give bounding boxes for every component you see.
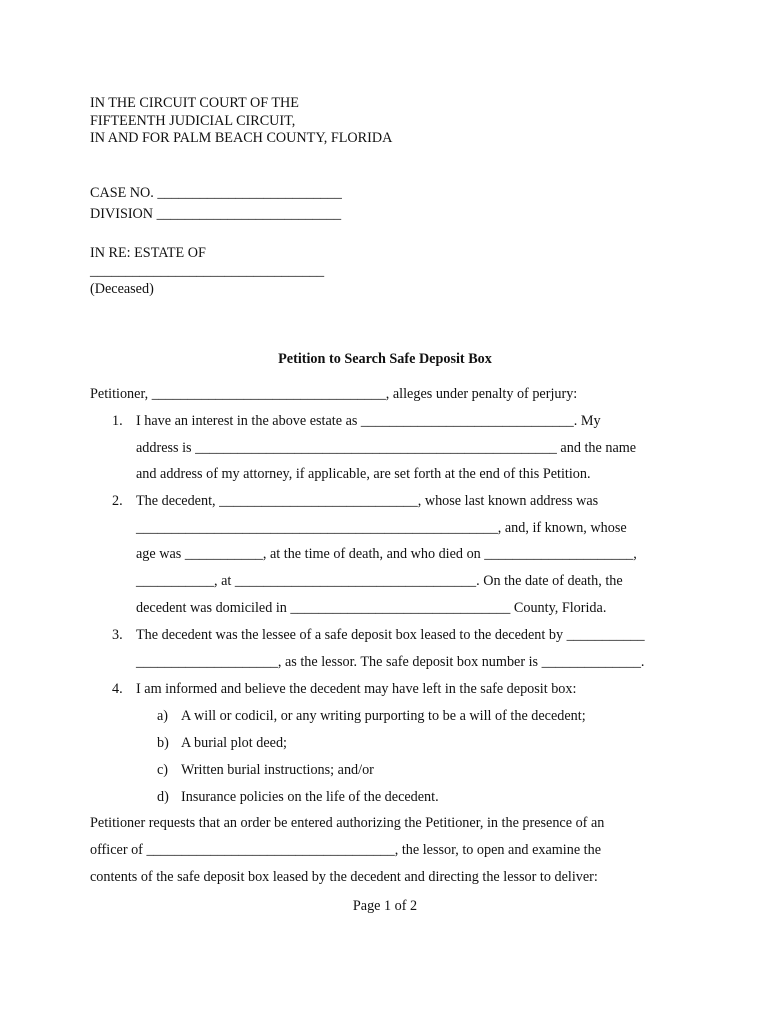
numbered-item-2 xyxy=(112,488,681,622)
sub-item-text: Insurance policies on the life of the decedent. xyxy=(181,789,439,805)
sub-item-b xyxy=(157,735,287,752)
document-title: Petition to Search Safe Deposit Box xyxy=(278,351,492,367)
sub-item-letter: d) xyxy=(157,789,169,805)
closing-line: contents of the safe deposit box leased by the decedent and directing the lessor to deliver: xyxy=(90,869,598,885)
closing-paragraph xyxy=(90,810,650,891)
page-number: Page 1 of 2 xyxy=(352,898,418,914)
sub-item-d xyxy=(157,789,439,806)
numbered-item-1 xyxy=(112,408,681,488)
deceased-label: (Deceased) xyxy=(90,281,154,297)
item-line: age was ___________, at the time of death, and who died on _____________________, xyxy=(136,546,637,563)
sub-item-text: Written burial instructions; and/or xyxy=(181,762,374,778)
sub-item-text: A burial plot deed; xyxy=(181,735,287,751)
closing-line: Petitioner requests that an order be entered authorizing the Petitioner, in the presence of an xyxy=(90,815,605,831)
sub-item-letter: b) xyxy=(157,735,169,751)
case-number-field: CASE NO. __________________________ xyxy=(90,185,342,201)
in-re-estate-label: IN RE: ESTATE OF xyxy=(90,245,206,261)
item-line: and address of my attorney, if applicable, are set forth at the end of this Petition. xyxy=(136,466,591,483)
item-line: The decedent, ____________________________, whose last known address was xyxy=(136,493,599,509)
item-line: The decedent was the lessee of a safe deposit box leased to the decedent by ___________ xyxy=(136,627,645,643)
caption-line-1: IN THE CIRCUIT COURT OF THE xyxy=(90,95,299,111)
petitioner-intro: Petitioner, _________________________________, alleges under penalty of perjury: xyxy=(90,386,578,402)
division-field: DIVISION __________________________ xyxy=(90,205,342,222)
estate-info xyxy=(90,244,324,298)
sub-item-a xyxy=(157,708,586,725)
sub-item-letter: c) xyxy=(157,762,169,778)
decedent-name-blank: _________________________________ xyxy=(90,263,325,279)
item-line: I am informed and believe the decedent may have left in the safe deposit box: xyxy=(136,681,577,697)
item-line: ___________________________________________________, and, if known, whose xyxy=(136,519,627,536)
caption-line-3: IN AND FOR PALM BEACH COUNTY, FLORIDA xyxy=(90,130,393,146)
item-number: 2. xyxy=(112,493,123,509)
item-line: decedent was domiciled in _______________________________ County, Florida. xyxy=(136,599,607,616)
item-line: I have an interest in the above estate as ______________________________. My xyxy=(136,413,601,429)
case-info xyxy=(90,183,342,224)
court-caption xyxy=(90,95,392,148)
sub-item-text: A will or codicil, or any writing purporting to be a will of the decedent; xyxy=(181,708,586,724)
item-number: 3. xyxy=(112,627,123,643)
item-line: ___________, at __________________________________. On the date of death, the xyxy=(136,573,623,590)
numbered-item-4 xyxy=(112,676,681,703)
item-line: ____________________, as the lessor. The safe deposit box number is ______________. xyxy=(136,653,645,670)
sub-item-letter: a) xyxy=(157,708,169,724)
caption-line-2: FIFTEENTH JUDICIAL CIRCUIT, xyxy=(90,112,296,129)
item-number: 4. xyxy=(112,681,123,697)
item-line: address is ___________________________________________________ and the name xyxy=(136,439,637,456)
item-number: 1. xyxy=(112,413,123,429)
closing-line: officer of ___________________________________, the lessor, to open and examine the xyxy=(90,842,602,858)
numbered-item-3 xyxy=(112,622,681,675)
sub-item-c xyxy=(157,762,374,779)
